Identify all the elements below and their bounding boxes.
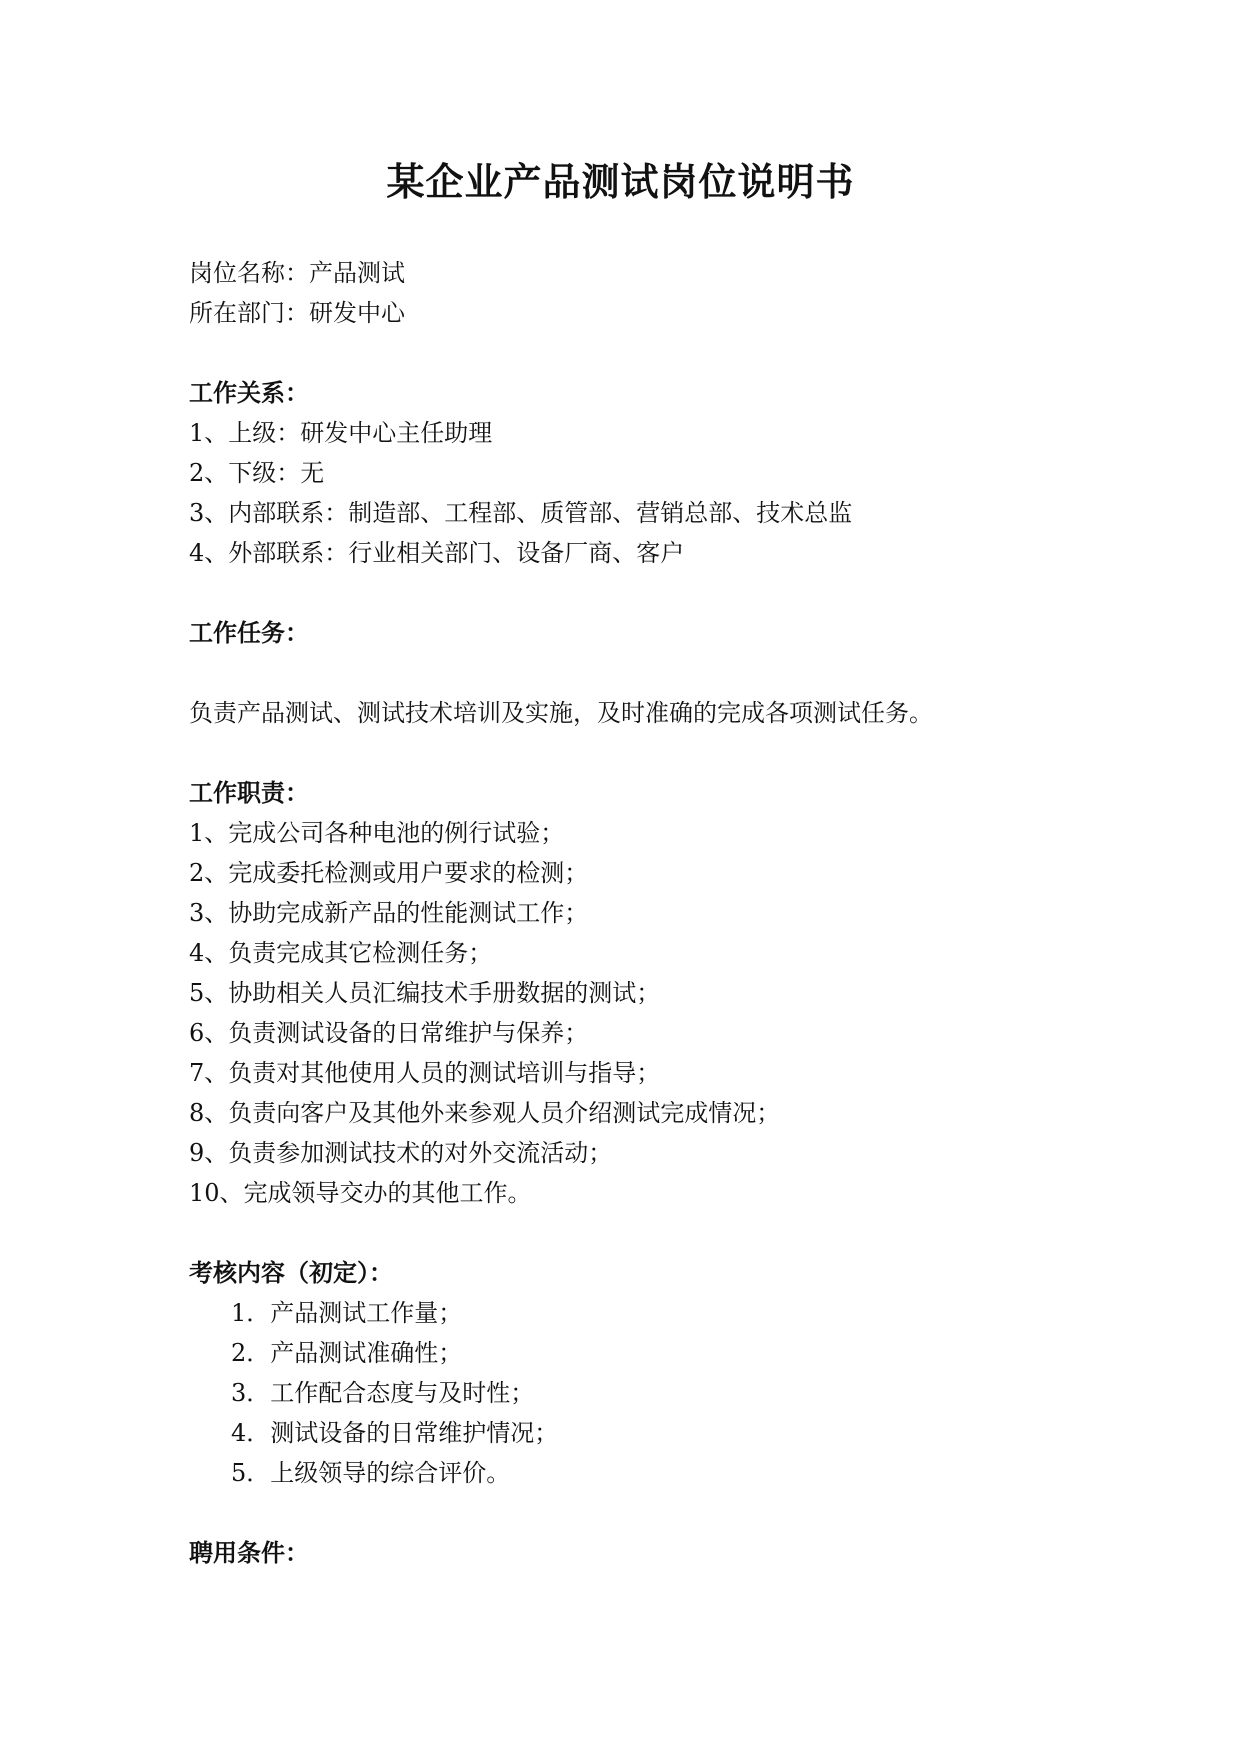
- document-title: 某企业产品测试岗位说明书: [386, 159, 855, 204]
- duties-heading: 工作职责：: [189, 778, 309, 807]
- duties-item: 3、协助完成新产品的性能测试工作；: [189, 899, 589, 927]
- relations-item: 4、外部联系：行业相关部门、设备厂商、客户: [189, 539, 685, 567]
- duties-item: 5、协助相关人员汇编技术手册数据的测试；: [189, 979, 661, 1007]
- assessment-item: 4．测试设备的日常维护情况；: [231, 1419, 559, 1447]
- duties-item: 1、完成公司各种电池的例行试验；: [189, 819, 565, 847]
- assessment-item: 3．工作配合态度与及时性；: [231, 1379, 535, 1407]
- requirements-heading: 聘用条件：: [189, 1538, 309, 1567]
- duties-item: 2、完成委托检测或用户要求的检测；: [189, 859, 589, 887]
- assessment-item: 2．产品测试准确性；: [231, 1339, 463, 1367]
- duties-item: 7、负责对其他使用人员的测试培训与指导；: [189, 1059, 661, 1087]
- tasks-text: 负责产品测试、测试技术培训及实施，及时准确的完成各项测试任务。: [189, 699, 933, 727]
- assessment-heading: 考核内容（初定）：: [189, 1258, 393, 1287]
- duties-item: 4、负责完成其它检测任务；: [189, 939, 493, 967]
- assessment-item: 1．产品测试工作量；: [231, 1299, 463, 1327]
- duties-item: 9、负责参加测试技术的对外交流活动；: [189, 1139, 613, 1167]
- tasks-heading: 工作任务：: [189, 618, 309, 647]
- duties-item: 8、负责向客户及其他外来参观人员介绍测试完成情况；: [189, 1099, 781, 1127]
- relations-heading: 工作关系：: [189, 378, 309, 407]
- relations-item: 2、下级：无: [189, 459, 325, 487]
- duties-item: 10、完成领导交办的其他工作。: [189, 1179, 532, 1207]
- assessment-item: 5．上级领导的综合评价。: [231, 1459, 511, 1487]
- duties-item: 6、负责测试设备的日常维护与保养；: [189, 1019, 589, 1047]
- relations-item: 3、内部联系：制造部、工程部、质管部、营销总部、技术总监: [189, 499, 853, 527]
- relations-item: 1、上级：研发中心主任助理: [189, 419, 493, 447]
- position-name: 岗位名称：产品测试: [189, 259, 405, 287]
- department: 所在部门：研发中心: [189, 299, 405, 327]
